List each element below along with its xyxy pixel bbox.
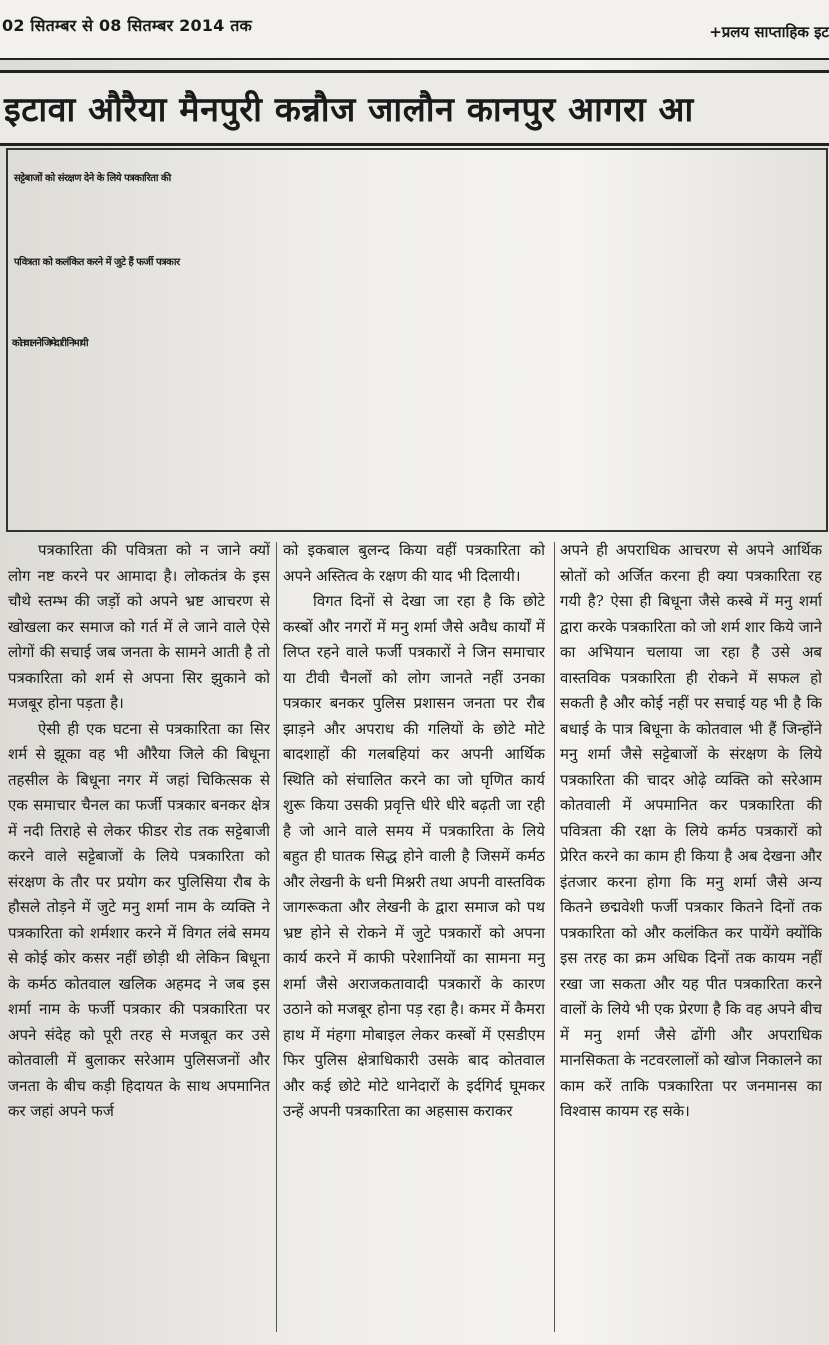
publication-name: +प्रलय साप्ताहिक इट <box>709 23 829 41</box>
issue-date-range: 02 सितम्बर से 08 सितम्बर 2014 तक <box>2 16 253 35</box>
article-column-2 <box>283 538 545 1338</box>
dateline-bar <box>0 0 829 60</box>
paragraph: ऐसी ही एक घटना से पत्रकारिता का सिर शर्म से झूका वह भी औरैया जिले की बिधूना तहसील के बिधूना नगर में जहां चिकित्सक से एक समाचार चैनल का फर्जी पत्रकार बनकर क्षेत्र में नदी तिराहे से लेकर फीडर रोड तक सट्टेबाजी करने वाले सट्टेबाजों के लिये पत्रकारिता को संरक्षण के तौर पर प्रयोग कर पुलिसिया रौब के हौसले तोड़ने में जुटे मनु शर्मा नाम के व्यक्ति ने पत्रकारिता को शर्मशार करने में विगत लंबे समय से कोई कोर कसर नहीं छोड़ी थी लेकिन बिधूना के कर्मठ कोतवाल खलिक अहमद ने जब इस शर्मा नाम के फर्जी पत्रकार की पत्रकारिता पर अपने संदेह को पूरी तरह से मजबूत कर उसे कोतवाली में बुलाकर सरेआम पुलिसजनों और जनता के बीच कड़ी हिदायत के साथ अपमानित कर जहां अपने फर्ज <box>8 719 270 1120</box>
headline-block <box>6 148 828 532</box>
sub-headline-line-2: पवित्रता को कलंकित करने में जुटे हैं फर्जी पत्रकार <box>14 257 180 268</box>
cities-list: इटावा औरैया मैनपुरी कन्नौज जालौन कानपुर आगरा आ <box>4 90 694 130</box>
article-column-3 <box>560 538 822 1338</box>
cities-banner <box>0 70 829 146</box>
column-divider <box>276 542 277 1332</box>
main-headline: कोतवाल ने जिम्मेदारी निभायी <box>12 338 87 349</box>
article-column-1 <box>8 538 270 1338</box>
paragraph: पत्रकारिता की पवित्रता को न जाने क्यों लोग नष्ट करने पर आमादा है। लोकतंत्र के इस चौथे स्तम्भ की जड़ों को अपने भ्रष्ट आचरण से खोखला कर समाज को गर्त में ले जाने वाले ऐसे लोगों की सचाई जब जनता के सामने आती है तो पत्रकारिता को शर्म से अपना सिर झुकाने को मजबूर होना पड़ता है। <box>8 541 270 712</box>
sub-headline-line-1: सट्टेबाजों को संरक्षण देने के लिये पत्रकारिता की <box>14 173 171 184</box>
paragraph: को इकबाल बुलन्द किया वहीं पत्रकारिता को अपने अस्तित्व के रक्षण की याद भी दिलायी। <box>283 541 545 585</box>
paragraph: अपने ही अपराधिक आचरण से अपने आर्थिक स्रोतों को अर्जित करना ही क्या पत्रकारिता रह गयी है? ऐसा ही बिधूना जैसे कस्बे में मनु शर्मा द्वारा करके पत्रकारिता को जो शर्म शार किये जाने का अभियान चलाया जा रहा है उसे अब वास्तविक पत्रकारिता ही रोकने में सफल हो सकती है और कोई नहीं पर सचाई यह भी है कि बधाई के पात्र बिधूना के कोतवाल भी हैं जिन्होंने मनु शर्मा जैसे सट्टेबाजों के संरक्षण के लिये पत्रकारिता की चादर ओढ़े व्यक्ति को सरेआम कोतवाली में अपमानित कर पत्रकारिता की पवित्रता की रक्षा के लिये कर्मठ पत्रकारों को प्रेरित करने का काम ही किया है अब देखना और इंतजार करना होगा कि मनु शर्मा जैसे अन्य कितने छद्मवेशी फर्जी पत्रकार कितने दिनों तक पत्रकारिता को और कलंकित कर पायेंगे क्योंकि इस तरह का क्रम अधिक दिनों तक कायम नहीं रखा जा सकता और यह पीत पत्रकारिता करने वालों के लिये भी एक प्रेरणा है कि वह अपने बीच में मनु शर्मा जैसे ढोंगी और अपराधिक मानसिकता के नटवरलालों को खोज निकालने का काम करें ताकि पत्रकारिता पर जनमानस का विश्वास कायम रह सके। <box>560 541 822 1120</box>
paragraph: विगत दिनों से देखा जा रहा है कि छोटे कस्बों और नगरों में मनु शर्मा जैसे अवैध कार्यों में लिप्त रहने वाले फर्जी पत्रकारों ने जिन समाचार या टीवी चैनलों को लोग जानते नहीं उनका पत्रकार बनकर पुलिस प्रशासन जनता पर रौब झाड़ने और अपराध की गलियों के छोटे मोटे बादशाहों की गलबहियां कर अपनी आर्थिक स्थिति को संचालित करने का जो घृणित कार्य शुरू किया उसकी प्रवृत्ति धीरे धीरे बढ़ती जा रही है जो आने वाले समय में पत्रकारिता के लिये बहुत ही घातक सिद्ध होने वाली है जिसमें कर्मठ और लेखनी के धनी मिश्नरी तथा अपनी वास्तविक जागरूकता और लेखनी के द्वारा समाज को पथ भ्रष्ट होने से रोकने में जुटे पत्रकारों को अपना कार्य करने में काफी परेशानियों का सामना मनु शर्मा जैसे अराजकतावादी पत्रकारों के कारण उठाने को मजबूर होना पड़ रहा है। कमर में कैमरा हाथ में मंहगा मोबाइल लेकर कस्बों में एसडीएम फिर पुलिस क्षेत्राधिकारी उसके बाद कोतवाल और कई छोटे मोटे थानेदारों के इर्दगिर्द घूमकर उन्हें अपनी पत्रकारिता का अहसास कराकर <box>283 592 545 1120</box>
article-body <box>6 532 824 1340</box>
column-divider <box>554 542 555 1332</box>
